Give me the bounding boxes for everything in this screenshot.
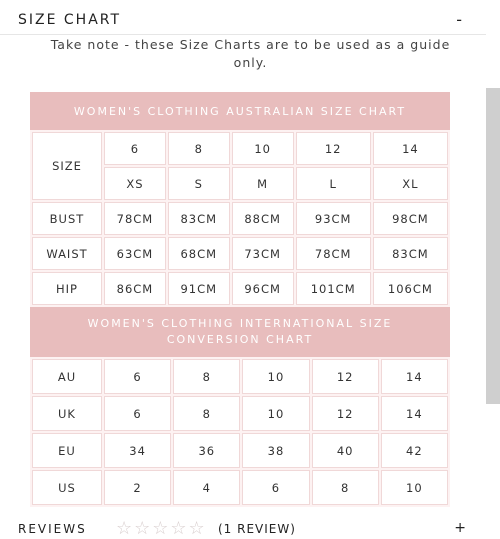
table-row xyxy=(32,396,448,431)
reviews-label: REVIEWS xyxy=(18,522,87,536)
table-cell: 93CM xyxy=(296,202,371,235)
table-cell: 8 xyxy=(173,359,240,394)
size-label-cell: SIZE xyxy=(32,132,102,200)
table-row xyxy=(32,202,448,235)
size-chart-title: SIZE CHART xyxy=(18,12,122,28)
table-cell: 6 xyxy=(104,359,171,394)
table-cell: 10 xyxy=(381,470,448,505)
table-cell: 8 xyxy=(168,132,230,165)
table-cell: 40 xyxy=(312,433,379,468)
table-cell: 14 xyxy=(381,396,448,431)
row-label-cell: HIP xyxy=(32,272,102,305)
row-label-cell: WAIST xyxy=(32,237,102,270)
size-chart-tables xyxy=(30,92,450,507)
table-cell: 68CM xyxy=(168,237,230,270)
row-label-cell: UK xyxy=(32,396,102,431)
table-cell: 83CM xyxy=(373,237,448,270)
row-label-cell: AU xyxy=(32,359,102,394)
table-cell: 91CM xyxy=(168,272,230,305)
table-cell: S xyxy=(168,167,230,200)
scrollbar-thumb[interactable] xyxy=(486,88,500,404)
row-label-cell: BUST xyxy=(32,202,102,235)
table-cell: XS xyxy=(104,167,166,200)
table-cell: 73CM xyxy=(232,237,294,270)
review-count[interactable]: (1 REVIEW) xyxy=(218,522,296,536)
table-cell: 10 xyxy=(242,359,309,394)
intl-chart-title: WOMEN'S CLOTHING INTERNATIONAL SIZE CONVERSION CHART xyxy=(30,307,450,357)
table-row xyxy=(32,433,448,468)
intl-size-table xyxy=(30,357,450,507)
au-size-table xyxy=(30,130,450,307)
table-cell: 10 xyxy=(232,132,294,165)
row-label-cell: US xyxy=(32,470,102,505)
table-row xyxy=(32,359,448,394)
table-cell: 42 xyxy=(381,433,448,468)
table-cell: XL xyxy=(373,167,448,200)
expand-button[interactable]: + xyxy=(454,520,466,536)
table-cell: 34 xyxy=(104,433,171,468)
table-cell: 6 xyxy=(104,132,166,165)
table-cell: 6 xyxy=(242,470,309,505)
table-row xyxy=(32,132,448,165)
table-cell: M xyxy=(232,167,294,200)
table-cell: 2 xyxy=(104,470,171,505)
table-cell: 8 xyxy=(173,396,240,431)
table-cell: 14 xyxy=(381,359,448,394)
guide-note: Take note - these Size Charts are to be used as a guide only. xyxy=(50,37,451,70)
table-cell: L xyxy=(296,167,371,200)
table-cell: 83CM xyxy=(168,202,230,235)
table-cell: 88CM xyxy=(232,202,294,235)
table-cell: 38 xyxy=(242,433,309,468)
rating-stars-icon: ☆☆☆☆☆ xyxy=(116,518,207,539)
table-cell: 14 xyxy=(373,132,448,165)
table-row xyxy=(32,470,448,505)
table-cell: 12 xyxy=(296,132,371,165)
table-cell: 36 xyxy=(173,433,240,468)
table-cell: 4 xyxy=(173,470,240,505)
table-cell: 86CM xyxy=(104,272,166,305)
row-label-cell: EU xyxy=(32,433,102,468)
size-chart-header[interactable] xyxy=(0,0,486,35)
table-cell: 8 xyxy=(312,470,379,505)
au-chart-title: WOMEN'S CLOTHING AUSTRALIAN SIZE CHART xyxy=(30,92,450,130)
table-row xyxy=(32,237,448,270)
table-cell: 12 xyxy=(312,396,379,431)
table-cell: 6 xyxy=(104,396,171,431)
table-cell: 96CM xyxy=(232,272,294,305)
table-cell: 101CM xyxy=(296,272,371,305)
table-cell: 106CM xyxy=(373,272,448,305)
collapse-button[interactable]: - xyxy=(456,10,462,29)
table-cell: 10 xyxy=(242,396,309,431)
table-cell: 78CM xyxy=(104,202,166,235)
table-cell: 78CM xyxy=(296,237,371,270)
table-cell: 63CM xyxy=(104,237,166,270)
table-row xyxy=(32,272,448,305)
table-cell: 98CM xyxy=(373,202,448,235)
table-cell: 12 xyxy=(312,359,379,394)
